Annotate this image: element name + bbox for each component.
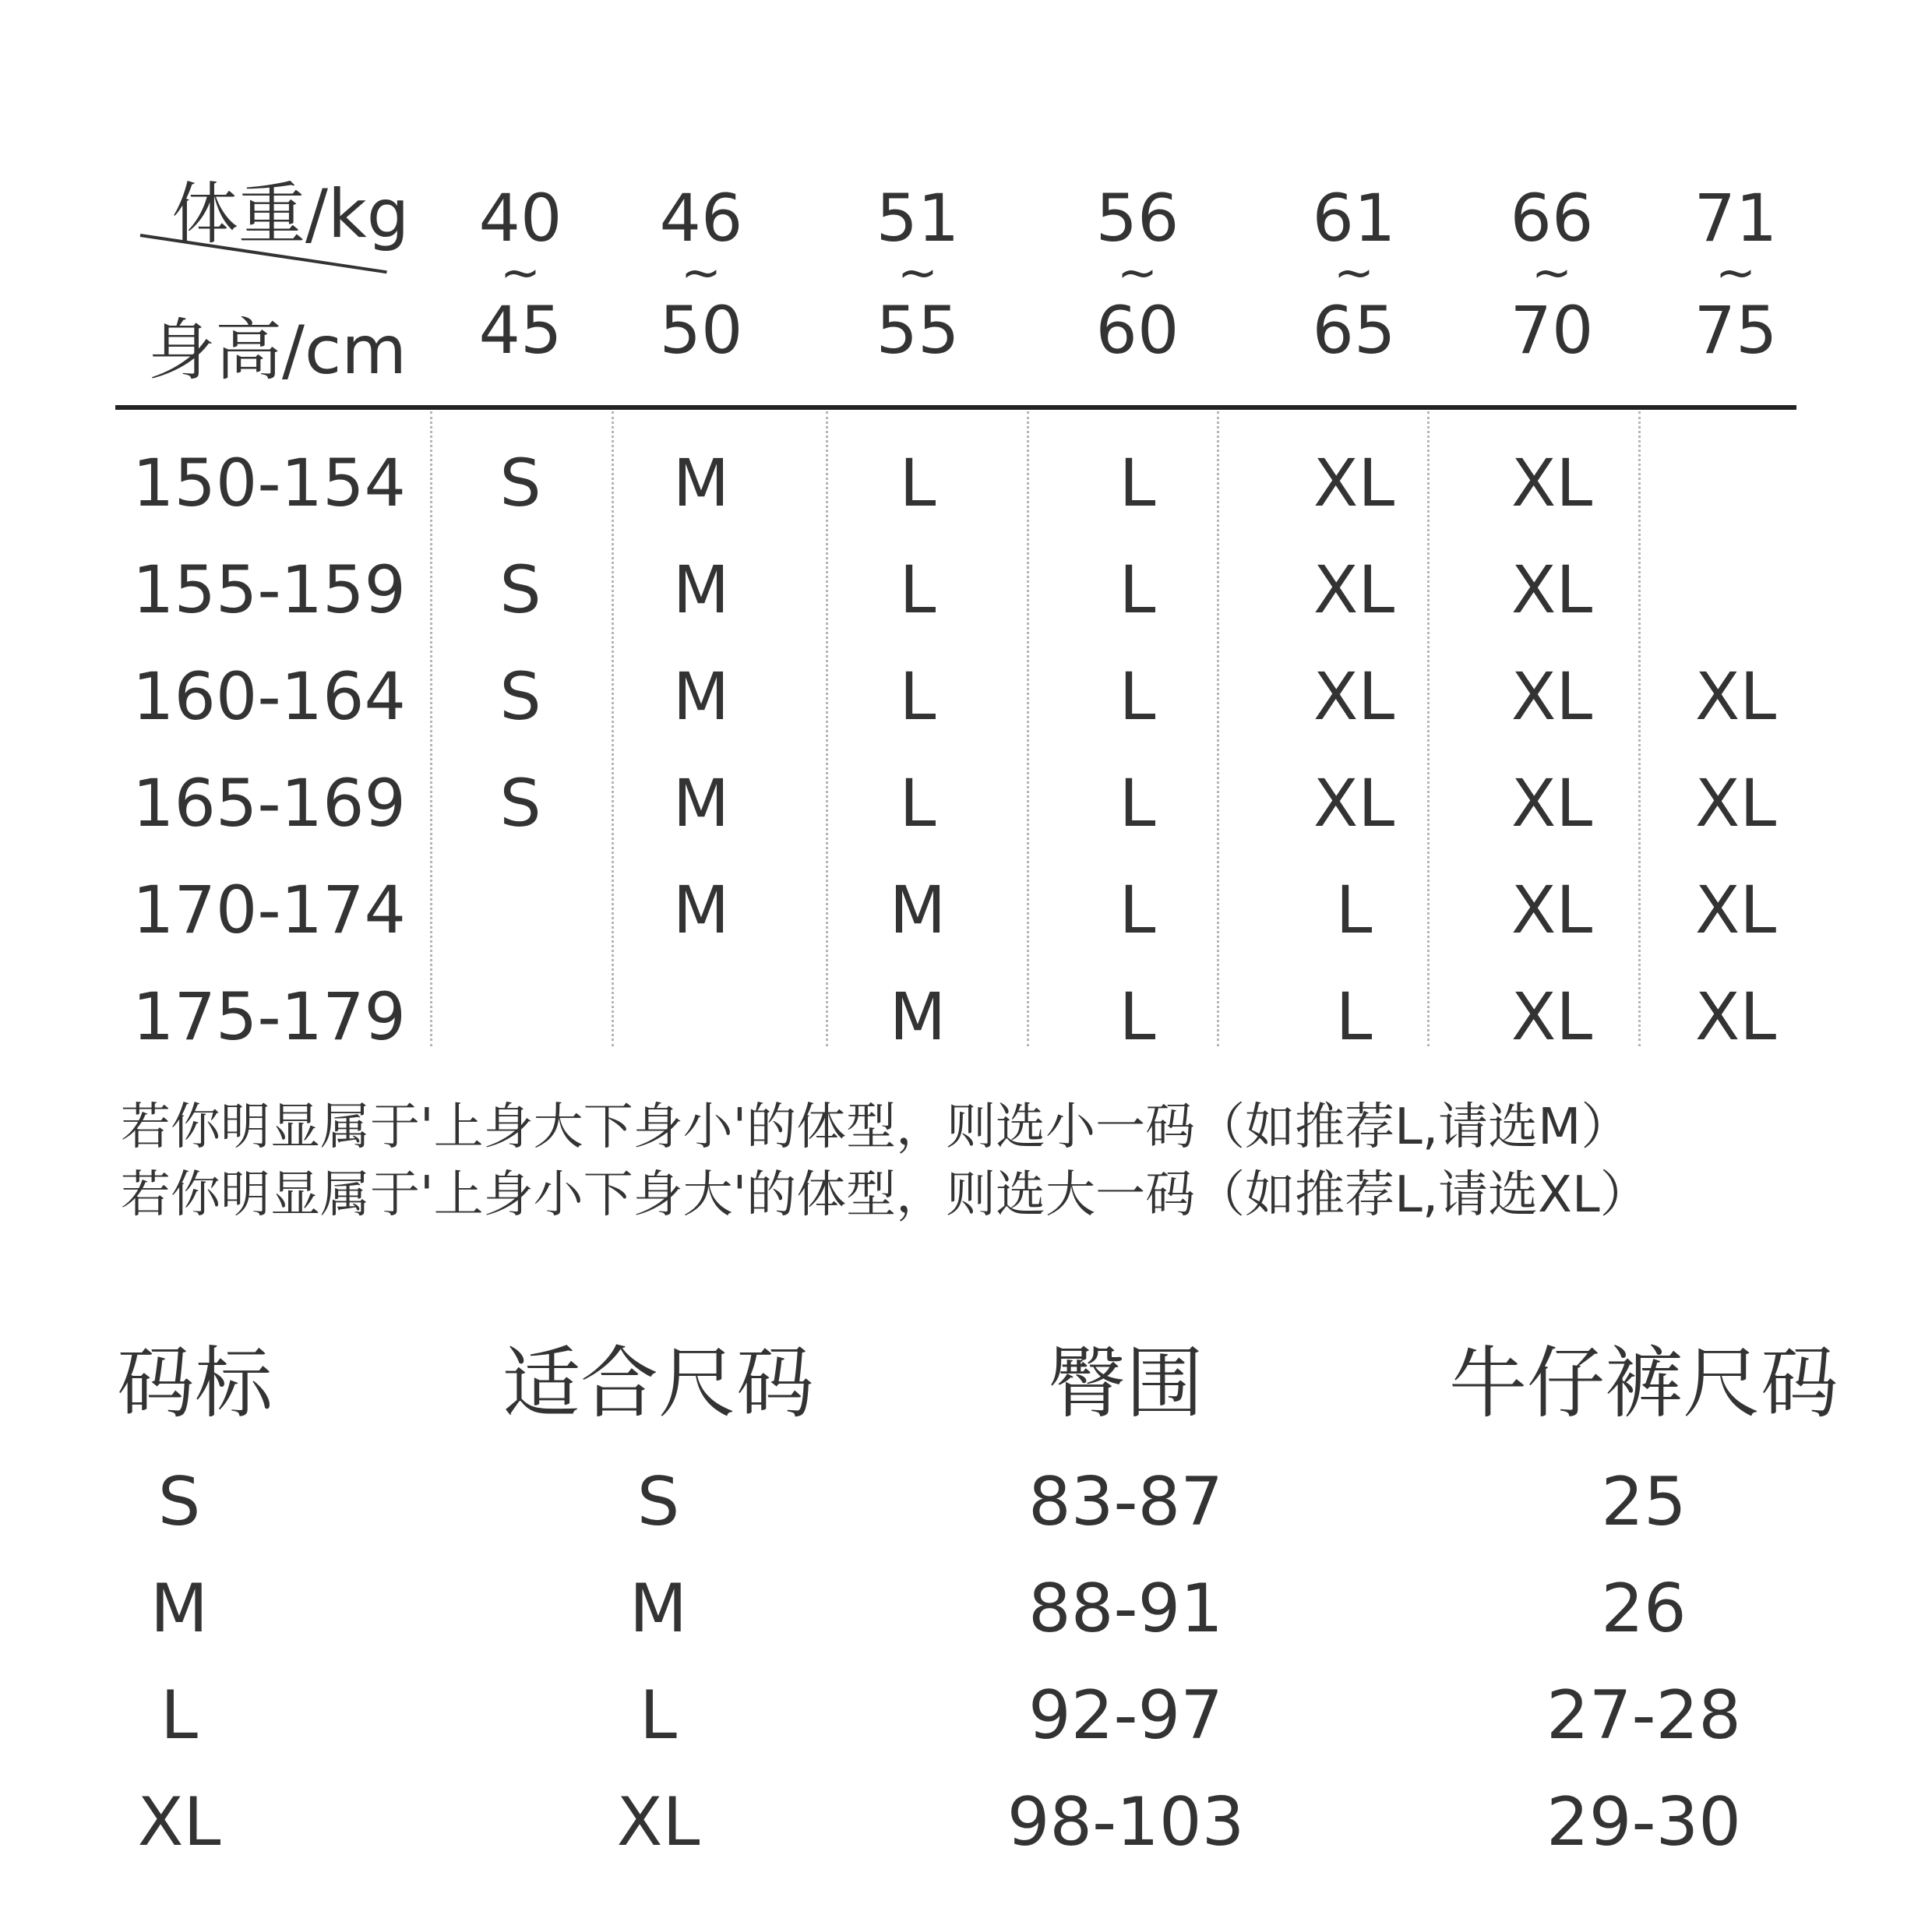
size-cell: XL	[1694, 872, 1777, 948]
weight-high: 45	[478, 292, 562, 369]
tilde-separator: ~	[1117, 244, 1158, 301]
tilde-separator: ~	[1532, 244, 1572, 301]
height-range-label: 155-159	[132, 552, 406, 628]
size-cell: M	[672, 658, 730, 735]
table-row	[0, 1663, 1932, 1769]
measurement-column-header: 牛仔裤尺码	[1449, 1338, 1839, 1429]
size-cell: M	[889, 872, 947, 948]
table-row	[0, 1769, 1932, 1876]
measurement-column-header: 臀围	[1048, 1338, 1204, 1429]
size-cell: XL	[1511, 765, 1593, 841]
weight-column-header	[608, 179, 795, 369]
size-cell: L	[899, 765, 936, 841]
measurement-cell: S	[157, 1463, 201, 1541]
measurement-cell: XL	[616, 1783, 700, 1861]
weight-column-header	[1044, 179, 1231, 369]
size-cell: XL	[1694, 658, 1777, 735]
weight-column-header	[1260, 179, 1447, 369]
weight-low: 46	[659, 180, 743, 256]
size-cell: L	[1119, 872, 1156, 948]
size-cell: L	[1119, 445, 1156, 521]
header-divider	[115, 405, 1796, 410]
size-cell: M	[889, 979, 947, 1055]
weight-low: 66	[1510, 180, 1594, 256]
size-cell: XL	[1313, 765, 1395, 841]
size-cell: M	[672, 552, 730, 628]
measurement-cell: S	[636, 1463, 680, 1541]
measurement-cell: XL	[137, 1783, 221, 1861]
height-range-label: 160-164	[132, 658, 406, 735]
fit-note-1: 若你明显属于'上身大下身小'的体型，则选小一码（如推荐L,请选M）	[121, 1099, 1631, 1156]
table-row	[0, 644, 1932, 749]
measurement-cell: 88-91	[1028, 1570, 1223, 1648]
size-cell: S	[499, 445, 541, 521]
height-range-label: 175-179	[132, 979, 406, 1055]
size-cell: L	[1119, 765, 1156, 841]
size-cell: L	[1335, 872, 1373, 948]
height-range-label: 165-169	[132, 765, 406, 841]
table-row	[0, 537, 1932, 643]
weight-high: 60	[1095, 292, 1179, 369]
weight-header: 体重/kg	[171, 175, 410, 253]
measurement-column-header: 码标	[117, 1338, 273, 1429]
tilde-separator: ~	[897, 244, 938, 301]
size-cell: L	[899, 445, 936, 521]
size-cell: L	[1119, 979, 1156, 1055]
weight-high: 65	[1312, 292, 1396, 369]
table-row	[0, 1449, 1932, 1556]
weight-column-header	[824, 179, 1011, 369]
tilde-separator: ~	[1715, 244, 1756, 301]
weight-low: 56	[1095, 180, 1179, 256]
weight-high: 75	[1694, 292, 1778, 369]
weight-column-header	[1458, 179, 1645, 369]
measurement-cell: 92-97	[1028, 1677, 1223, 1754]
measurement-cell: M	[629, 1570, 688, 1648]
measurement-cell: 26	[1601, 1570, 1687, 1648]
size-cell: XL	[1511, 872, 1593, 948]
measurement-cell: 83-87	[1028, 1463, 1223, 1541]
weight-column-header	[427, 179, 614, 369]
tilde-separator: ~	[681, 244, 721, 301]
size-cell: XL	[1511, 552, 1593, 628]
measurement-cell: 29-30	[1546, 1783, 1741, 1861]
size-cell: S	[499, 658, 541, 735]
table-row	[0, 857, 1932, 963]
weight-high: 70	[1510, 292, 1594, 369]
weight-low: 51	[876, 180, 960, 256]
size-cell: L	[1335, 979, 1373, 1055]
height-header: 身高/cm	[148, 312, 407, 390]
size-cell: XL	[1511, 979, 1593, 1055]
size-cell: L	[1119, 552, 1156, 628]
height-range-label: 150-154	[132, 445, 406, 521]
weight-high: 55	[876, 292, 960, 369]
size-cell: XL	[1511, 658, 1593, 735]
fit-note-2: 若你明显属于'上身小下身大'的体型，则选大一码（如推荐L,请选XL）	[121, 1166, 1650, 1224]
size-cell: XL	[1313, 658, 1395, 735]
size-cell: XL	[1511, 445, 1593, 521]
table-row	[0, 430, 1932, 536]
size-cell: XL	[1694, 765, 1777, 841]
size-cell: XL	[1313, 445, 1395, 521]
measurement-cell: L	[160, 1677, 198, 1754]
table-row	[0, 750, 1932, 856]
size-cell: M	[672, 445, 730, 521]
size-cell: S	[499, 765, 541, 841]
weight-high: 50	[659, 292, 743, 369]
weight-low: 71	[1694, 180, 1778, 256]
weight-low: 40	[478, 180, 562, 256]
height-range-label: 170-174	[132, 872, 406, 948]
size-cell: S	[499, 552, 541, 628]
table-row	[0, 1556, 1932, 1663]
size-cell: M	[672, 765, 730, 841]
measurement-column-header: 适合尺码	[502, 1338, 814, 1429]
size-cell: M	[672, 872, 730, 948]
measurement-cell: L	[640, 1677, 677, 1754]
weight-column-header	[1642, 179, 1829, 369]
size-cell: XL	[1313, 552, 1395, 628]
size-cell: L	[899, 658, 936, 735]
weight-low: 61	[1312, 180, 1396, 256]
measurement-cell: M	[150, 1570, 209, 1648]
tilde-separator: ~	[500, 244, 541, 301]
size-cell: XL	[1694, 979, 1777, 1055]
table-row	[0, 964, 1932, 1070]
tilde-separator: ~	[1334, 244, 1374, 301]
size-cell: L	[899, 552, 936, 628]
measurement-cell: 27-28	[1546, 1677, 1741, 1754]
measurement-cell: 25	[1601, 1463, 1687, 1541]
measurement-cell: 98-103	[1007, 1783, 1245, 1861]
size-cell: L	[1119, 658, 1156, 735]
